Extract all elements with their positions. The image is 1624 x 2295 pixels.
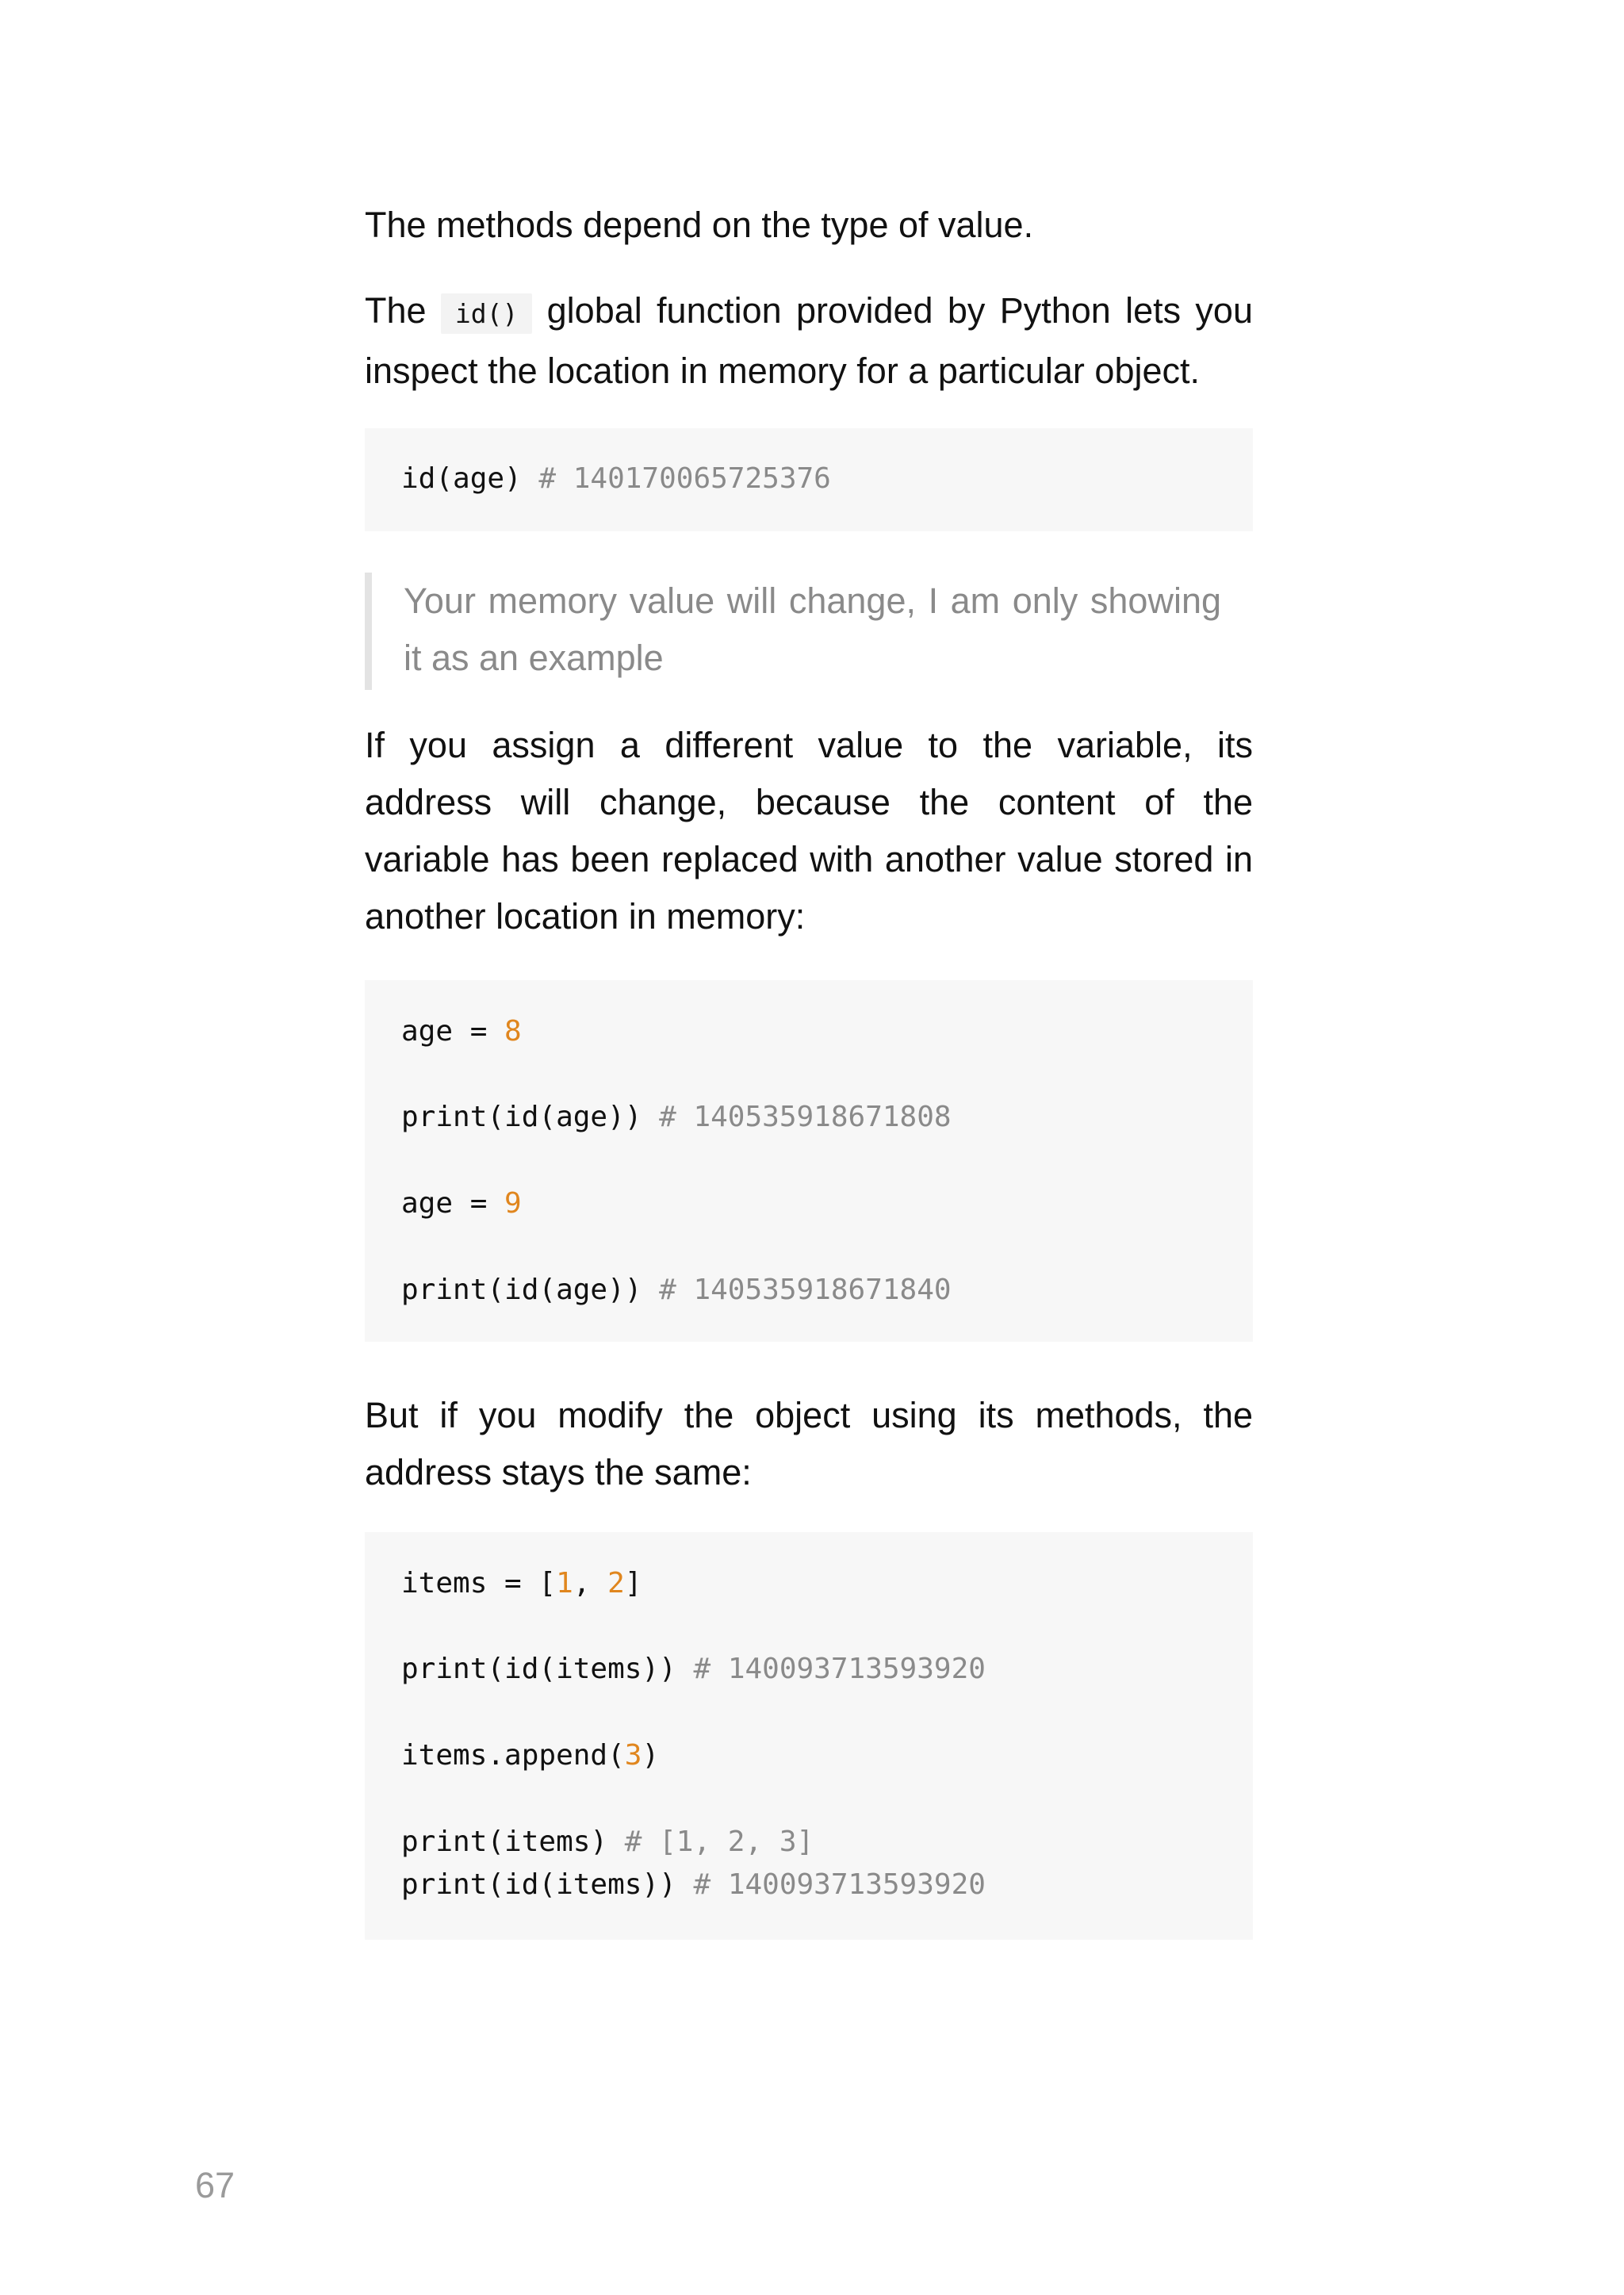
- code-line: print(id(age)) # 140535918671808: [401, 1101, 952, 1133]
- code-line: id(age) # 140170065725376: [401, 462, 831, 495]
- blockquote-text: Your memory value will change, I am only showing it as an example: [404, 580, 1221, 678]
- code-block-id-age: [365, 428, 1253, 531]
- number-literal: 2: [607, 1567, 625, 1600]
- code-comment: # 140535918671808: [659, 1101, 952, 1133]
- number-literal: 1: [556, 1567, 573, 1600]
- paragraph-id-function: [365, 282, 1253, 400]
- code-line: age = 8: [401, 1015, 522, 1048]
- code-line: items = [1, 2]: [401, 1567, 642, 1600]
- code-line: print(items) # [1, 2, 3]: [401, 1826, 814, 1858]
- code-comment: # 140093713593920: [693, 1653, 986, 1685]
- code-line: age = 9: [401, 1187, 522, 1220]
- paragraph-modify-object: But if you modify the object using its methods, the address stays the same:: [365, 1395, 1253, 1492]
- code-line: print(id(items)) # 140093713593920: [401, 1868, 986, 1901]
- code-block-items-append: [365, 1532, 1253, 1940]
- page-number: 67: [195, 2165, 236, 2205]
- code-line: print(id(age)) # 140535918671840: [401, 1274, 952, 1306]
- code-comment: # 140535918671840: [659, 1274, 952, 1306]
- paragraph-methods: The methods depend on the type of value.: [365, 205, 1034, 245]
- code-comment: # [1, 2, 3]: [624, 1826, 814, 1858]
- blockquote-note: [365, 573, 1253, 690]
- code-comment: # 140170065725376: [538, 462, 831, 495]
- code-block-age-reassign: [365, 980, 1253, 1342]
- paragraph-text: The: [365, 290, 427, 331]
- number-literal: 8: [504, 1015, 522, 1048]
- number-literal: 3: [624, 1739, 642, 1772]
- code-comment: # 140093713593920: [693, 1868, 986, 1901]
- inline-code-id: id(): [441, 293, 532, 334]
- number-literal: 9: [504, 1187, 522, 1220]
- code-line: print(id(items)) # 140093713593920: [401, 1653, 986, 1685]
- paragraph-text: global function provided by Python lets you inspect the location in memory for a particular object.: [365, 290, 1253, 391]
- paragraph-assign-value: If you assign a different value to the variable, its address will change, because the content of the variable has been replaced with another value stored in another location in memory:: [365, 725, 1253, 937]
- code-line: items.append(3): [401, 1739, 660, 1772]
